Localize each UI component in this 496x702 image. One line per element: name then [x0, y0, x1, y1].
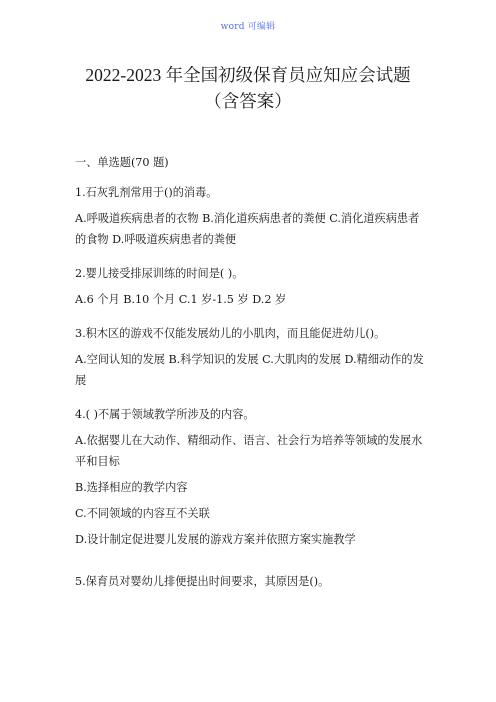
question-options: A.6 个月 B.10 个月 C.1 岁-1.5 岁 D.2 岁: [75, 293, 287, 306]
question-stem: 2.婴儿接受排尿训练的时间是( )。: [75, 267, 244, 280]
question-stem: 3.积木区的游戏不仅能发展幼儿的小肌肉，而且能促进幼儿()。: [75, 327, 386, 340]
section-heading: 一、单选题(70 题): [75, 156, 169, 169]
question-option-line: B.选择相应的教学内容: [75, 481, 188, 494]
title-line-1: 2022-2023 年全国初级保育员应知应会试题: [85, 65, 411, 85]
question-options: A.空间认知的发展 B.科学知识的发展 C.大肌肉的发展 D.精细动作的发展: [75, 353, 424, 387]
question-option-line: D.设计制定促进婴儿发展的游戏方案并依照方案实施教学: [75, 533, 356, 546]
question-2: [75, 263, 427, 310]
question-stem: 4.( )不属于领域教学所涉及的内容。: [75, 408, 255, 421]
question-4: [75, 404, 427, 550]
header-watermark: word 可编辑: [220, 22, 276, 32]
question-stem: 5.保育员对婴幼儿排便提出时间要求，其原因是()。: [75, 575, 330, 588]
question-1: [75, 182, 427, 250]
question-option-line: A.依据婴儿在大动作、精细动作、语言、社会行为培养等领域的发展水平和目标: [75, 434, 423, 468]
title-line-2: （含答案）: [204, 91, 292, 111]
question-5: [75, 571, 427, 592]
question-options: A.呼吸道疾病患者的衣物 B.消化道疾病患者的粪便 C.消化道疾病患者的食物 D.呼吸道疾病患者的粪便: [75, 212, 420, 246]
question-content: [75, 152, 427, 605]
question-3: [75, 323, 427, 391]
question-stem: 1.石灰乳剂常用于()的消毒。: [75, 186, 218, 199]
question-option-line: C.不同领域的内容互不关联: [75, 507, 210, 520]
document-title: [40, 62, 456, 114]
